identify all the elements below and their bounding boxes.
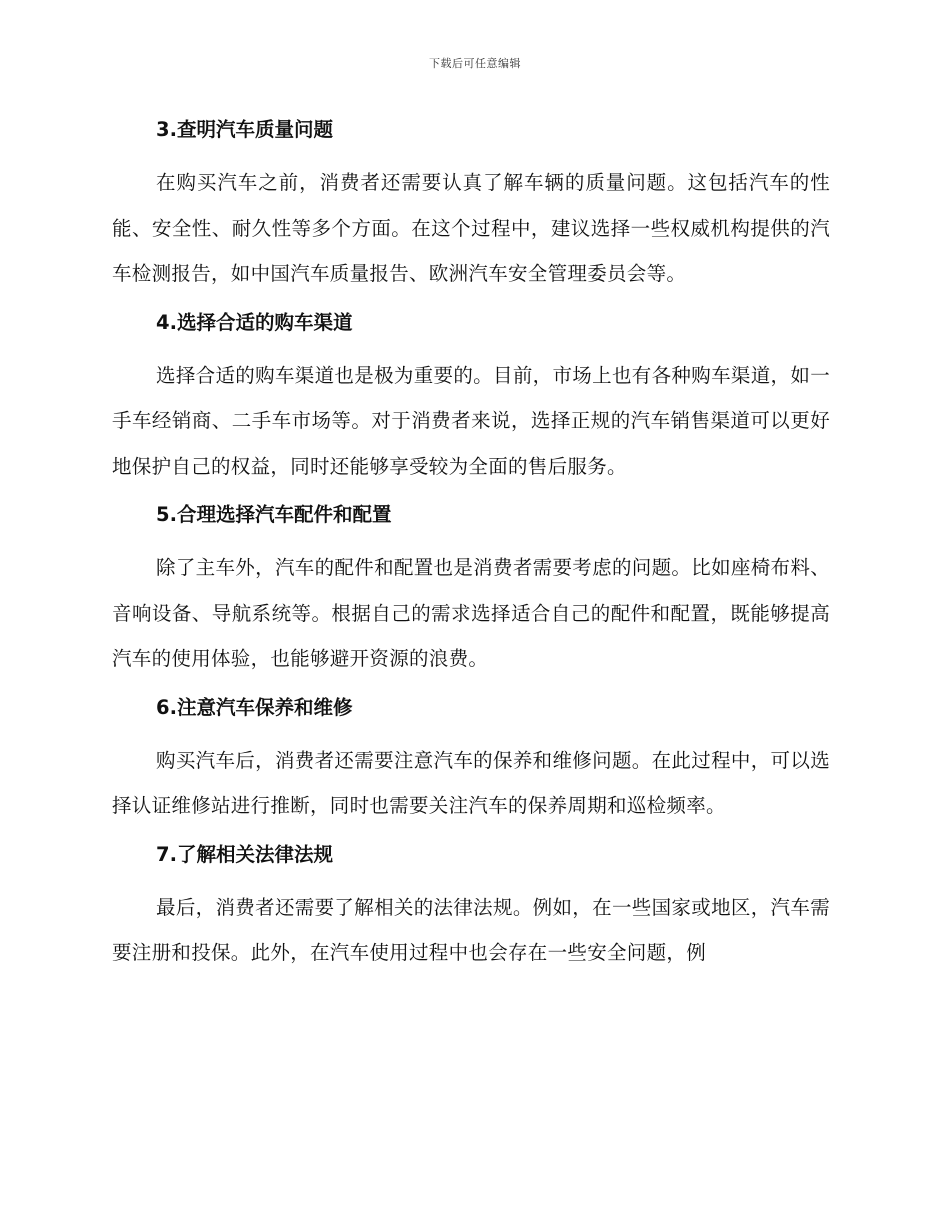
section-heading-6: 6.注意汽车保养和维修 xyxy=(156,695,353,719)
section-heading-7: 7.了解相关法律法规 xyxy=(156,842,333,866)
section-heading-3: 3.查明汽车质量问题 xyxy=(156,118,333,141)
section-paragraph-6: 购买汽车后，消费者还需要注意汽车的保养和维修问题。在此过程中，可以选择认证维修站进行推断，同时也需要关注汽车的保养周期和巡检频率。 xyxy=(112,748,830,817)
section-heading-5: 5.合理选择汽车配件和配置 xyxy=(156,503,392,526)
section-heading-4: 4.选择合适的购车渠道 xyxy=(156,310,353,334)
section-paragraph-3: 在购买汽车之前，消费者还需要认真了解车辆的质量问题。这包括汽车的性能、安全性、耐久性等多个方面。在这个过程中，建议选择一些权威机构提供的汽车检测报告，如中国汽车质量报告、欧洲汽车安全管理委员会等。 xyxy=(112,171,830,285)
section-paragraph-5: 除了主车外，汽车的配件和配置也是消费者需要考虑的问题。比如座椅布料、音响设备、导航系统等。根据自己的需求选择适合自己的配件和配置，既能够提高汽车的使用体验，也能够避开资源的浪费。 xyxy=(112,556,830,670)
header-note: 下载后可任意编辑 xyxy=(429,57,521,70)
section-paragraph-4: 选择合适的购车渠道也是极为重要的。目前，市场上也有各种购车渠道，如一手车经销商、二手车市场等。对于消费者来说，选择正规的汽车销售渠道可以更好地保护自己的权益，同时还能够享受较为全面的售后服务。 xyxy=(112,363,830,478)
document-body xyxy=(112,108,830,976)
section-paragraph-7: 最后，消费者还需要了解相关的法律法规。例如，在一些国家或地区，汽车需要注册和投保。此外，在汽车使用过程中也会存在一些安全问题，例 xyxy=(112,895,830,964)
